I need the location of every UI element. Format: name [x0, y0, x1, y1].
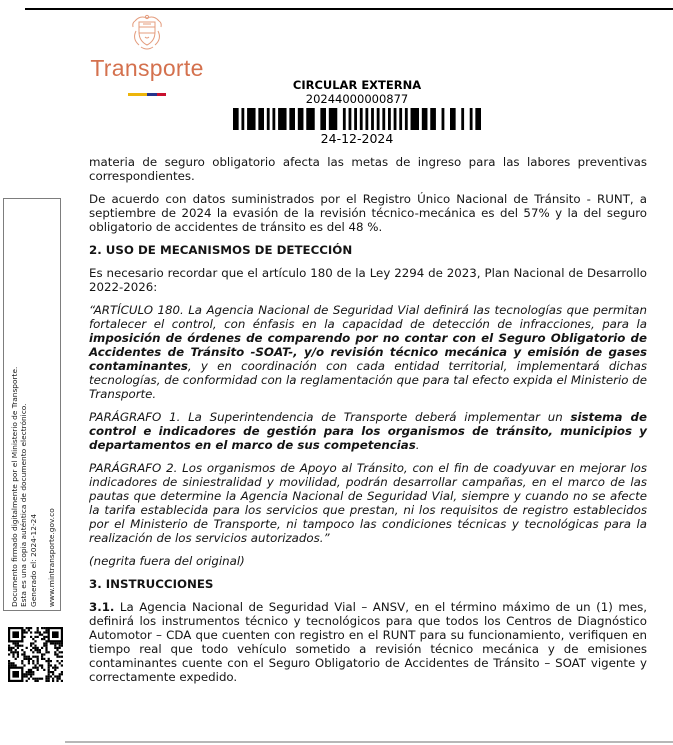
ministry-website-url: www.mintransporte.gov.co — [46, 508, 56, 607]
section-heading-instrucciones: 3. INSTRUCCIONES — [89, 577, 214, 591]
quote-articulo-post: , y en coordinación con cada entidad territorial, implementará dichas tecnologías, de conformidad con la reglamentación que para tal efecto expida el Ministerio de Transporte. — [89, 359, 647, 401]
instruccion-number: 3.1. — [89, 600, 115, 614]
paragraph-runt-data: De acuerdo con datos suministrados por el Registro Único Nacional de Tránsito - RUNT, a septiembre de 2024 la evasión de la revisión técnico-mecánica es del 57% y la del seguro obligatorio de accidentes de tránsito es del 48 %. — [89, 192, 647, 234]
quote-paragrafo1-post: . — [415, 438, 420, 452]
quote-paragrafo1-pre: PARÁGRAFO 1. La Superintendencia de Transporte deberá implementar un — [89, 410, 571, 424]
quote-bold-note: (negrita fuera del original) — [89, 554, 245, 568]
quote-paragrafo1-bold: sistema de control e indicadores de gestión para los organismos de tránsito, municipios y departamentos en el marco de sus competencias — [89, 410, 647, 452]
signature-line-2: Esta es una copia auténtica de documento electrónico. — [19, 403, 29, 607]
quote-articulo-bold: imposición de órdenes de comparendo por no contar con el Seguro Obligatorio de Accidentes de Tránsito -SOAT-, y/o revisión técnico mecánica y emisión de gases contaminantes — [89, 331, 647, 373]
quote-paragrafo-1 — [89, 410, 647, 452]
document-header — [89, 79, 625, 146]
top-rule — [25, 8, 673, 10]
instruccion-text: La Agencia Nacional de Seguridad Vial – ANSV, en el término máximo de un (1) mes, definirá los instrumentos técnico y tecnológicos para que todos los Centros de Diagnóstico Automotor – CDA que cuenten con registro en el RUNT para su funcionamiento, verifiquen en tiempo real que todo vehículo sometido a revisión técnico mecánica y de emisiones contaminantes cuente con el Seguro Obligatorio de Accidentes de Tránsito – SOAT vigente y correctamente expedido. — [89, 600, 647, 684]
paragraph-ley-2294: Es necesario recordar que el artículo 180 de la Ley 2294 de 2023, Plan Nacional de Desarrollo 2022-2026: — [89, 266, 647, 294]
section-heading-deteccion: 2. USO DE MECANISMOS DE DETECCIÓN — [89, 243, 353, 257]
qr-code — [8, 627, 63, 682]
ministry-crest-icon — [128, 13, 166, 55]
paragraph-instruccion-3-1 — [89, 600, 647, 684]
barcode — [233, 108, 481, 130]
paragraph-intro-continuation: materia de seguro obligatorio afecta las metas de ingreso para las labores preventivas correspondientes. — [89, 155, 647, 183]
document-date: 24-12-2024 — [320, 131, 394, 146]
document-number: 20244000000877 — [305, 92, 409, 106]
signature-panel-text — [10, 205, 56, 607]
document-body — [89, 155, 647, 693]
quote-articulo-pre: “ARTÍCULO 180. La Agencia Nacional de Seguridad Vial definirá las tecnologías que permitan fortalecer el control, con énfasis en la capacidad de detección de infracciones, para la — [89, 303, 647, 331]
quote-paragrafo-2: PARÁGRAFO 2. Los organismos de Apoyo al Tránsito, con el fin de coadyuvar en mejorar los indicadores de siniestralidad y movilidad, podrán desarrollar campañas, en el marco de las pautas que determine la Agencia Nacional de Seguridad Vial, siempre y cuando no se afecte la tarifa establecida para los servicios que prestan, ni los requisitos de registro establecidos por el Ministerio de Transporte, ni tampoco las condiciones técnicas y tecnológicas para la realización de los servicios autorizados.” — [89, 461, 647, 545]
signature-line-3: Generado el: 2024-12-24 — [28, 513, 38, 607]
signature-line-1: Documento firmado digitalmente por el Ministerio de Transporte. — [10, 366, 19, 607]
bottom-rule — [65, 741, 673, 743]
logo-wordmark: Transporte — [90, 55, 204, 81]
document-type-title: CIRCULAR EXTERNA — [292, 78, 422, 92]
quote-articulo-180 — [89, 303, 647, 401]
